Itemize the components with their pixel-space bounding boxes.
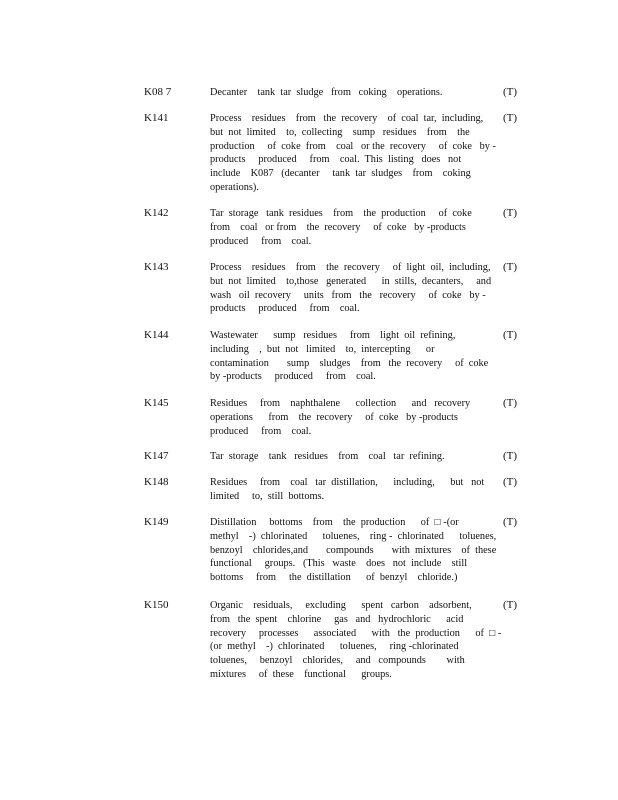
waste-code: K145 — [144, 397, 169, 409]
waste-code: K150 — [144, 599, 169, 611]
description-line: mixtures of these functional groups. — [210, 668, 392, 680]
description-line: (or methyl -) chlorinated toluenes, ring -chlorinated — [210, 641, 459, 653]
hazard-code: (T) — [503, 450, 518, 462]
waste-code: K144 — [144, 329, 169, 341]
description-line: Tar storage tank residues from coal tar refining. — [210, 451, 445, 462]
description-line: produced from coal. — [210, 235, 312, 247]
description-line: operations). — [210, 181, 259, 193]
description-line: by -products produced from coal. — [210, 371, 376, 383]
waste-description — [210, 476, 500, 504]
description-line: Tar storage tank residues from the production of coke — [210, 208, 472, 219]
waste-description — [210, 599, 500, 682]
hazard-code: (T) — [503, 261, 518, 273]
description-line: production of coke from coal or the recovery of coke by - — [210, 140, 496, 152]
hazard-code: (T) — [503, 476, 518, 488]
description-line: products produced from coal. This listing does not — [210, 154, 462, 166]
description-line: Decanter tank tar sludge from coking operations. — [210, 87, 443, 98]
waste-description — [210, 86, 500, 100]
waste-code: K147 — [144, 450, 169, 462]
waste-description — [210, 516, 500, 585]
description-line: but not limited to, collecting sump residues from the — [210, 126, 470, 138]
description-line: Residues from coal tar distillation, including, but not — [210, 477, 485, 488]
description-line: Residues from naphthalene collection and recovery — [210, 398, 471, 409]
waste-description — [210, 261, 500, 316]
description-line: Organic residuals, excluding spent carbon adsorbent, — [210, 600, 472, 611]
hazard-code: (T) — [503, 207, 518, 219]
waste-code: K08 7 — [144, 86, 172, 98]
description-line: methyl -) chlorinated toluenes, ring - chlorinated toluenes, — [210, 530, 497, 542]
waste-description — [210, 397, 500, 438]
hazard-code: (T) — [503, 397, 518, 409]
waste-description — [210, 207, 500, 248]
description-line: limited to, still bottoms. — [210, 490, 325, 502]
description-line: wash oil recovery units from the recovery of coke by - — [210, 289, 486, 301]
description-line: benzoyl chlorides,and compounds with mixtures of these — [210, 544, 497, 556]
description-line: recovery processes associated with the production of □ - — [210, 627, 502, 639]
waste-code: K141 — [144, 112, 169, 124]
hazard-code: (T) — [503, 516, 518, 528]
waste-code: K148 — [144, 476, 169, 488]
waste-code: K142 — [144, 207, 169, 219]
hazard-code: (T) — [503, 329, 518, 341]
description-line: functional groups. (This waste does not include still — [210, 558, 468, 570]
description-line: include K087 (decanter tank tar sludges from coking — [210, 168, 471, 180]
description-line: from coal or from the recovery of coke by -products — [210, 221, 466, 233]
waste-description — [210, 329, 500, 384]
description-line: Process residues from the recovery of light oil, including, — [210, 262, 491, 273]
waste-description — [210, 112, 500, 195]
waste-code: K149 — [144, 516, 169, 528]
description-line: from the spent chlorine gas and hydrochloric acid — [210, 613, 464, 625]
description-line: produced from coal. — [210, 425, 312, 437]
hazard-code: (T) — [503, 599, 518, 611]
description-line: Distillation bottoms from the production of □ -(or — [210, 517, 459, 528]
description-line: toluenes, benzoyl chlorides, and compounds with — [210, 655, 465, 667]
description-line: products produced from coal. — [210, 303, 360, 315]
description-line: contamination sump sludges from the recovery of coke — [210, 357, 489, 369]
description-line: operations from the recovery of coke by -products — [210, 411, 458, 423]
hazard-code: (T) — [503, 86, 518, 98]
description-line: but not limited to,those generated in stills, decanters, and — [210, 275, 492, 287]
description-line: including , but not limited to, intercepting or — [210, 343, 435, 355]
waste-description — [210, 450, 500, 464]
description-line: Wastewater sump residues from light oil refining, — [210, 330, 456, 341]
description-line: bottoms from the distillation of benzyl chloride.) — [210, 572, 458, 584]
hazard-code: (T) — [503, 112, 518, 124]
waste-code: K143 — [144, 261, 169, 273]
description-line: Process residues from the recovery of coal tar, including, — [210, 113, 484, 124]
